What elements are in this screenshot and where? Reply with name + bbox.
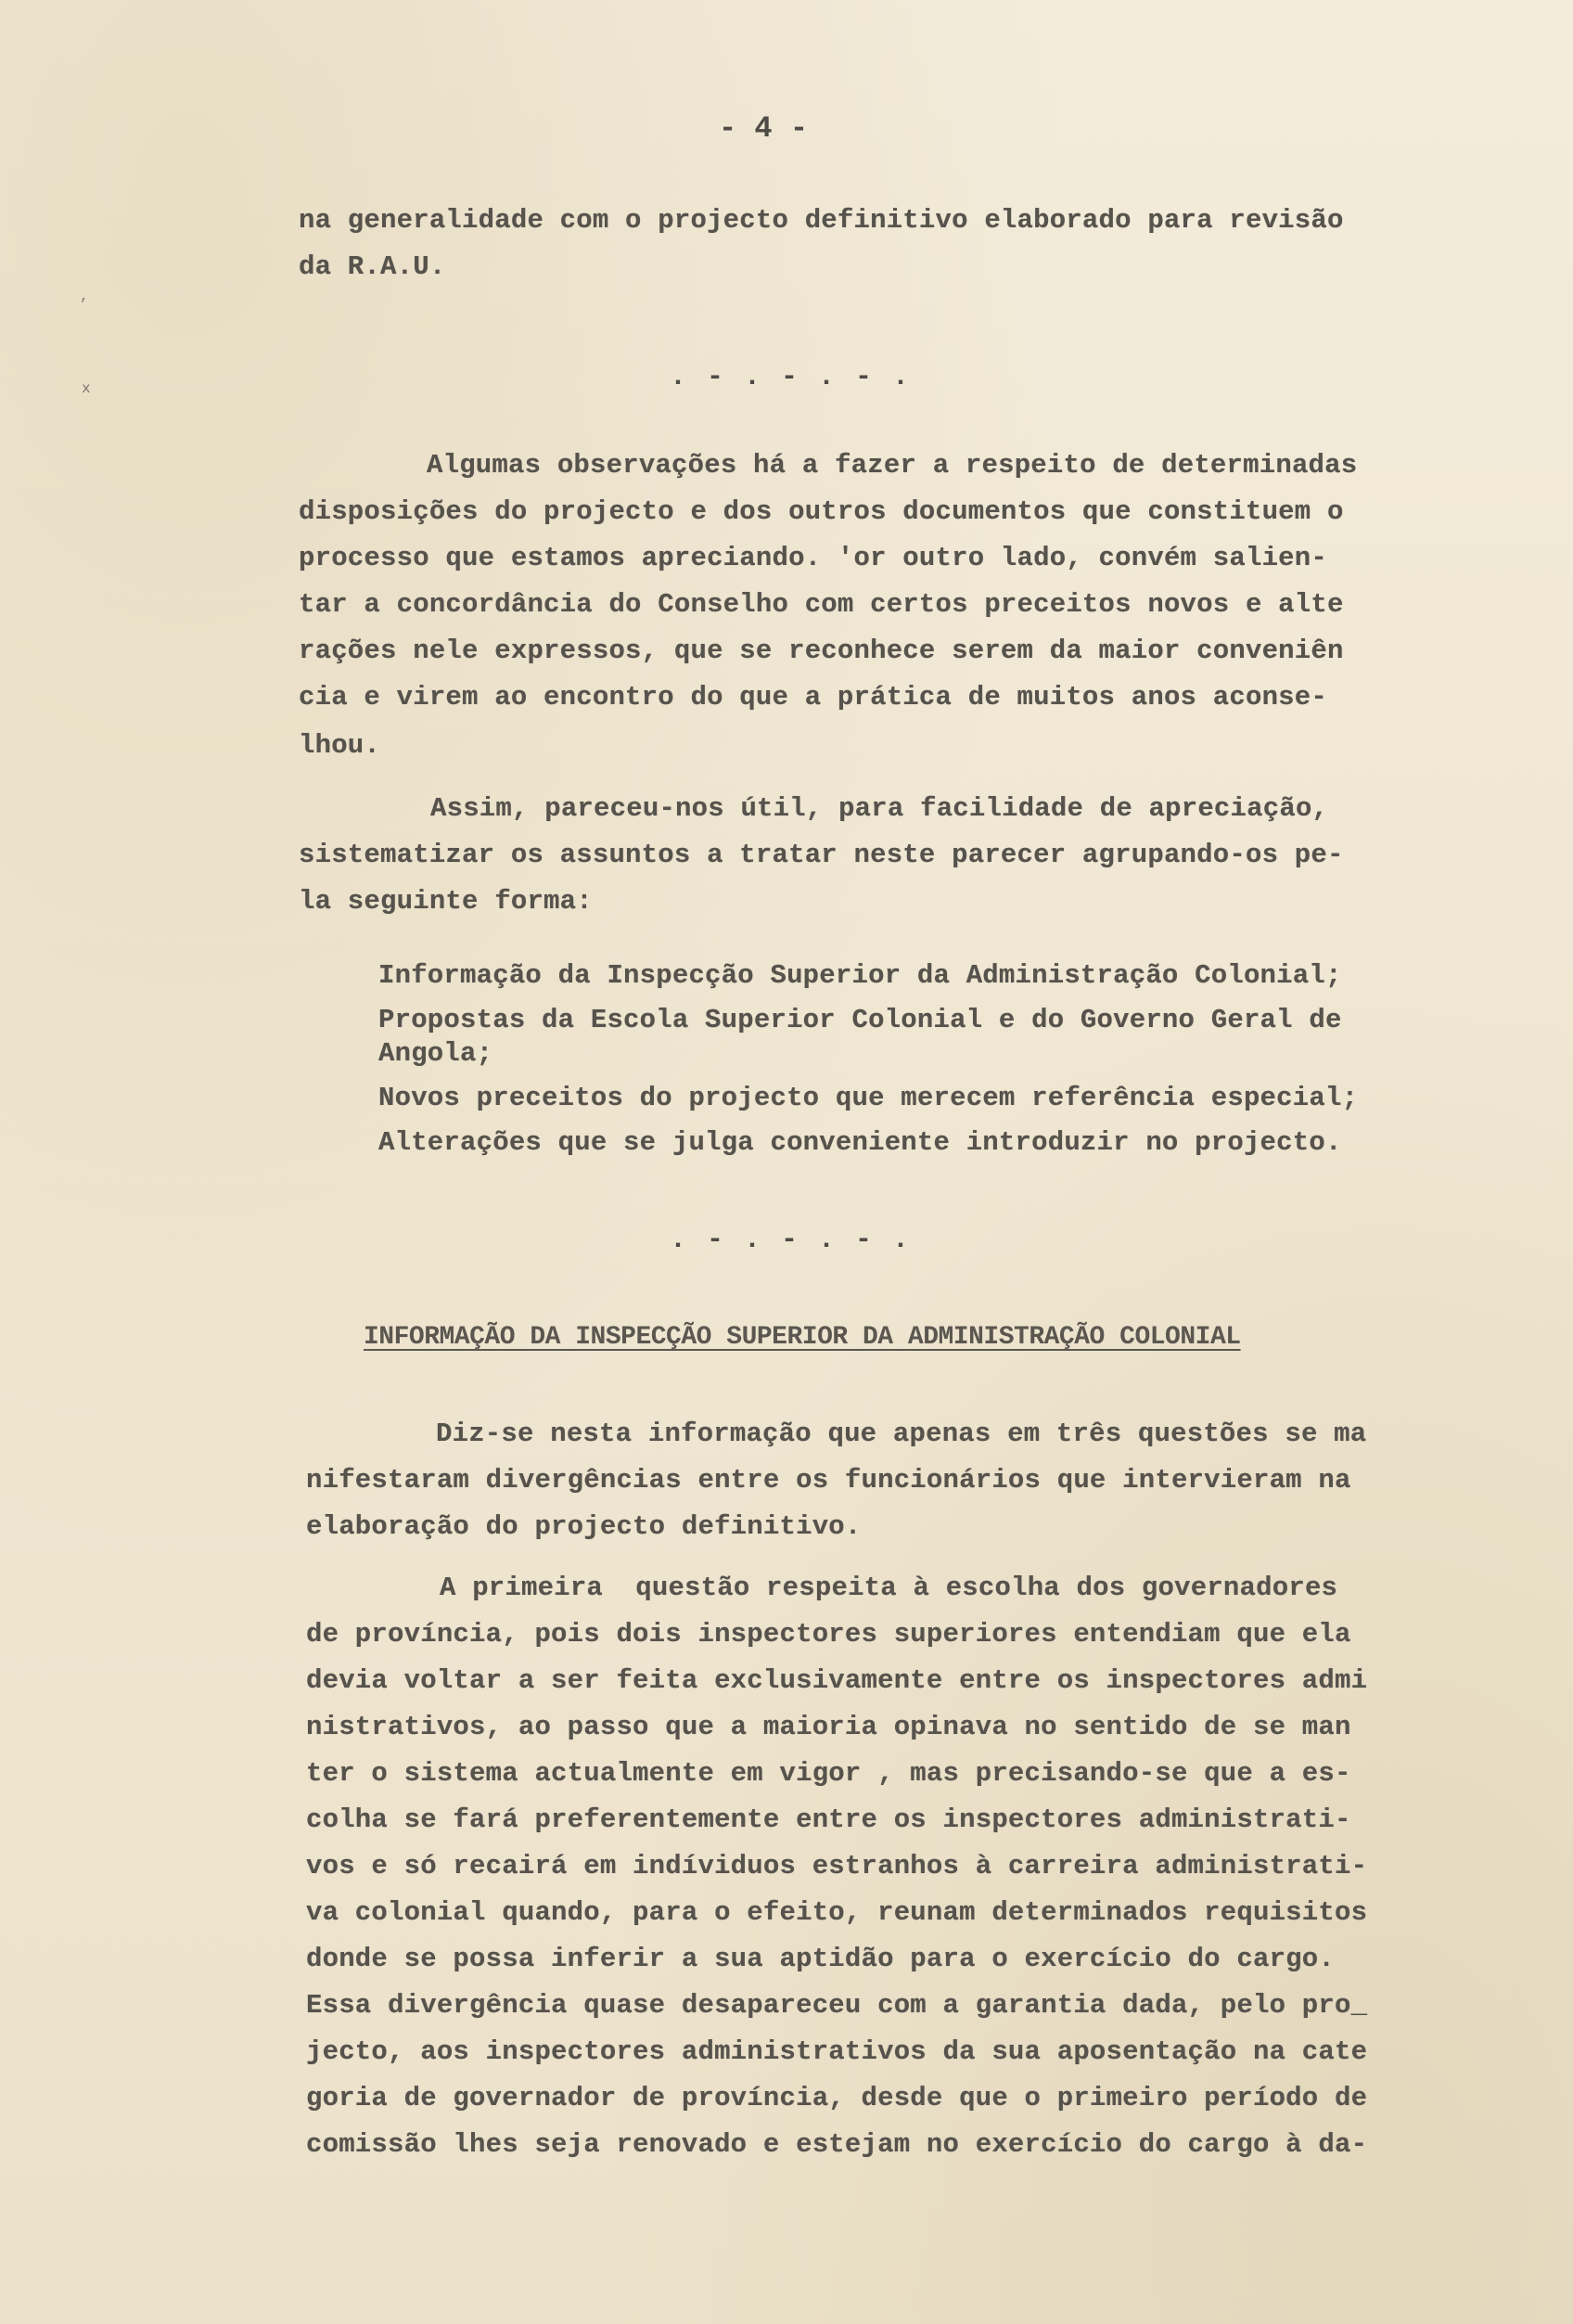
text-line: colha se fará preferentemente entre os inspectores administrati- [306, 1804, 1351, 1835]
text-line: de província, pois dois inspectores superiores entendiam que ela [306, 1619, 1351, 1650]
text-line: donde se possa inferir a sua aptidão para o exercício do cargo. [306, 1944, 1335, 1974]
text-line: vos e só recairá em indíviduos estranhos à carreira administrati- [306, 1851, 1368, 1881]
text-line: nistrativos, ao passo que a maioria opinava no sentido de se man [306, 1712, 1351, 1742]
section-separator: . - . - . - . [670, 1225, 912, 1256]
text-line: Assim, pareceu-nos útil, para facilidade de apreciação, [430, 793, 1329, 824]
text-line: Essa divergência quase desapareceu com a garantia dada, pelo pro_ [306, 1990, 1368, 2021]
text-line: A primeira questão respeita à escolha dos governadores [440, 1573, 1338, 1603]
text-line: cia e virem ao encontro do que a prática de muitos anos aconse- [299, 682, 1327, 713]
margin-speck: x [82, 380, 91, 397]
section-heading: INFORMAÇÃO DA INSPECÇÃO SUPERIOR DA ADMINISTRAÇÃO COLONIAL [364, 1323, 1241, 1352]
text-line: nifestaram divergências entre os funcionários que intervieram na [306, 1465, 1351, 1496]
text-line: da R.A.U. [299, 251, 446, 282]
text-line: disposições do projecto e dos outros documentos que constituem o [299, 496, 1344, 527]
text-line: comissão lhes seja renovado e estejam no exercício do cargo à da- [306, 2129, 1368, 2160]
text-line: goria de governador de província, desde que o primeiro período de [306, 2083, 1368, 2113]
page-number: - 4 - [719, 111, 809, 146]
text-line: tar a concordância do Conselho com certos preceitos novos e alte [299, 589, 1344, 620]
text-line: lhou. [299, 730, 381, 761]
text-line: na generalidade com o projecto definitivo elaborado para revisão [299, 205, 1344, 236]
text-line: sistematizar os assuntos a tratar neste parecer agrupando-os pe- [299, 840, 1344, 870]
text-line: Diz-se nesta informação que apenas em três questões se ma [436, 1419, 1367, 1449]
topic-item: Informação da Inspecção Superior da Administração Colonial; [378, 960, 1342, 991]
margin-speck: , [80, 288, 89, 304]
text-line: la seguinte forma: [299, 886, 593, 917]
section-separator: . - . - . - . [670, 362, 912, 393]
text-line: devia voltar a ser feita exclusivamente entre os inspectores admi [306, 1665, 1368, 1696]
topic-item: Alterações que se julga conveniente introduzir no projecto. [378, 1127, 1342, 1158]
topic-item: Propostas da Escola Superior Colonial e do Governo Geral de [378, 1005, 1342, 1035]
topic-item: Angola; [378, 1038, 493, 1069]
text-line: processo que estamos apreciando. 'or outro lado, convém salien- [299, 543, 1327, 573]
text-line: rações nele expressos, que se reconhece serem da maior conveniên [299, 636, 1344, 666]
topic-item: Novos preceitos do projecto que merecem referência especial; [378, 1083, 1359, 1113]
text-line: ter o sistema actualmente em vigor , mas precisando-se que a es- [306, 1758, 1351, 1789]
text-line: jecto, aos inspectores administrativos da sua aposentação na cate [306, 2036, 1368, 2067]
text-line: elaboração do projecto definitivo. [306, 1511, 862, 1542]
text-line: Algumas observações há a fazer a respeito de determinadas [427, 450, 1358, 481]
text-line: va colonial quando, para o efeito, reunam determinados requisitos [306, 1897, 1368, 1928]
